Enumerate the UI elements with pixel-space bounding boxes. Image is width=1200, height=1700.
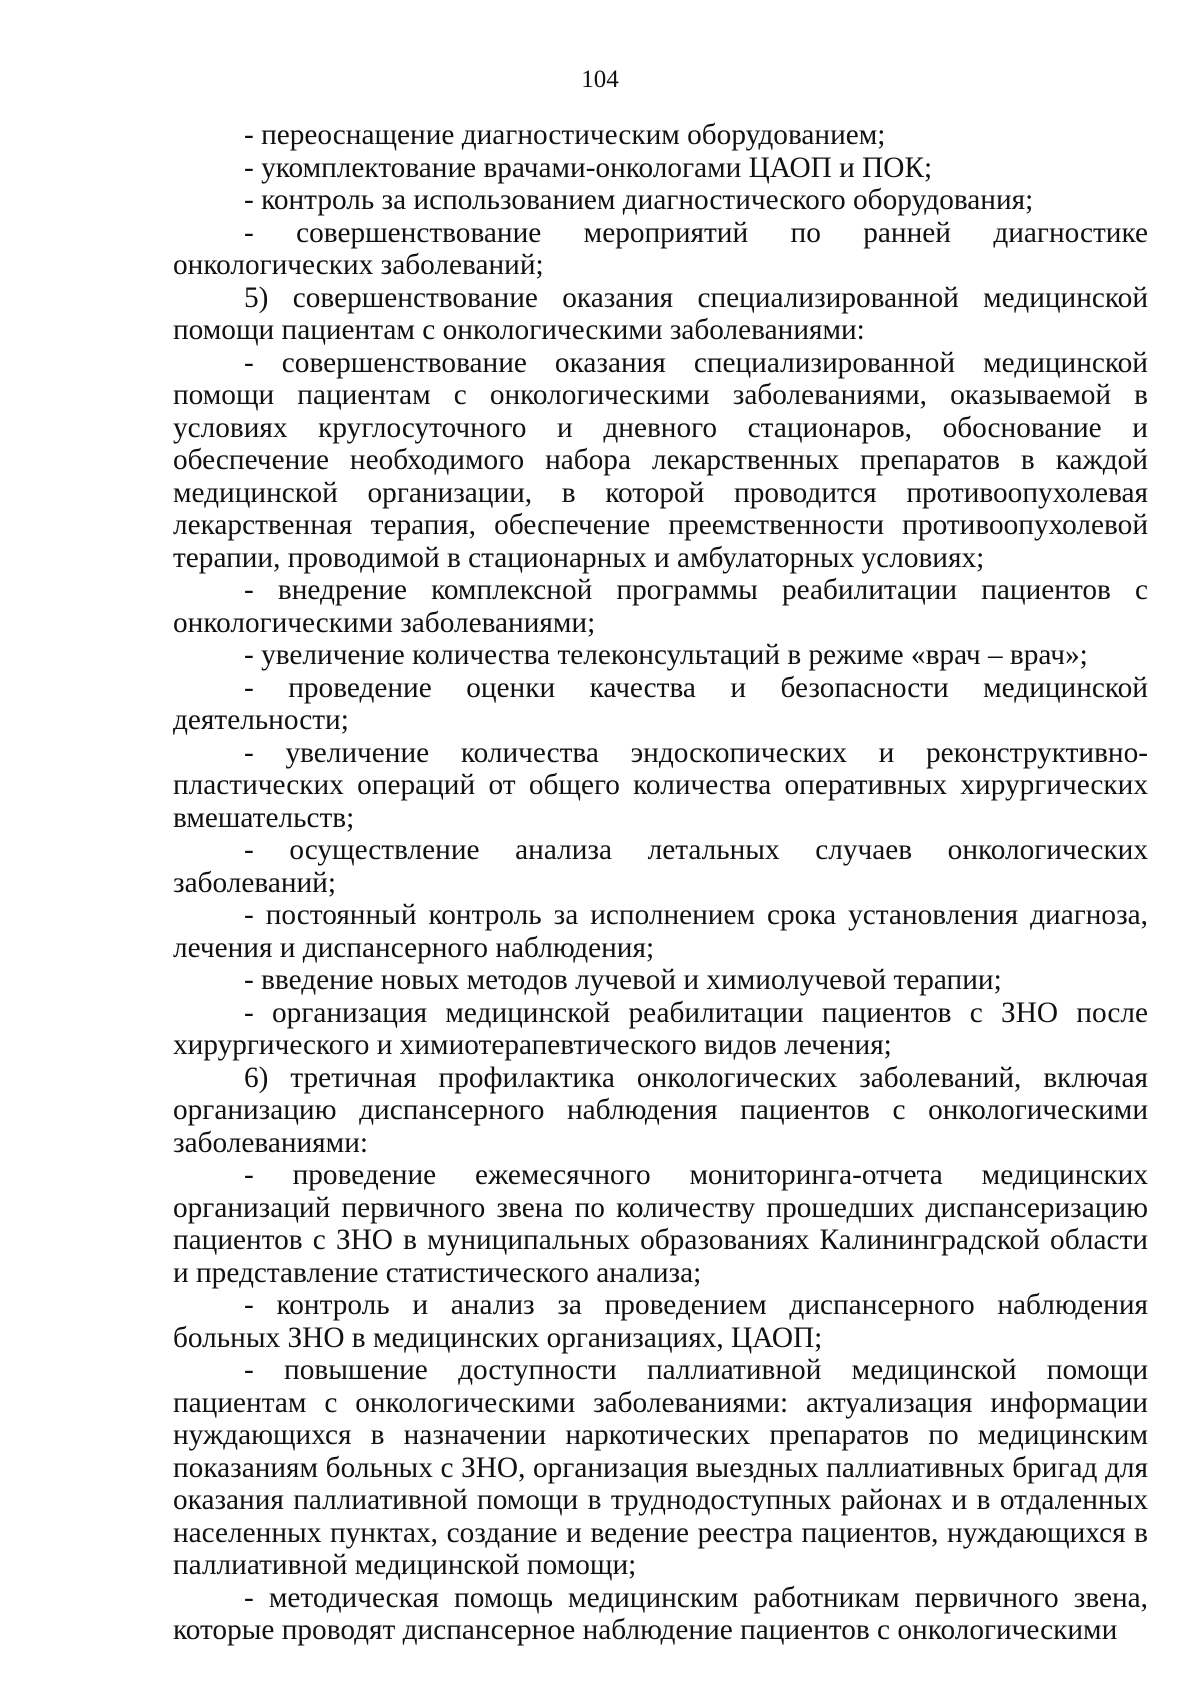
paragraph-4: - совершенствование мероприятий по ранней диагностике онкологических заболеваний; [173,216,1148,281]
paragraph-13: - введение новых методов лучевой и химиолучевой терапии; [244,964,1002,996]
paragraph-17: - контроль и анализ за проведением диспансерного наблюдения больных ЗНО в медицинских организациях, ЦАОП; [173,1289,1148,1354]
paragraph-5: 5) совершенствование оказания специализированной медицинской помощи пациентам с онкологическими заболеваниями: [173,281,1148,346]
paragraph-9: - проведение оценки качества и безопасности медицинской деятельности; [173,671,1148,736]
paragraph-19: - методическая помощь медицинским работникам первичного звена, которые проводят диспансерное наблюдение пациентов с онкологическими [173,1581,1148,1646]
paragraph-10: - увеличение количества эндоскопических и реконструктивно-пластических операций от общего количества оперативных хирургических вмешательств; [173,736,1148,834]
paragraph-15: 6) третичная профилактика онкологических заболеваний, включая организацию диспансерного наблюдения пациентов с онкологическими заболеваниями: [173,1061,1148,1159]
paragraph-11: - осуществление анализа летальных случаев онкологических заболеваний; [173,834,1148,899]
page-number: 104 [581,66,619,93]
paragraph-16: - проведение ежемесячного мониторинга-отчета медицинских организаций первичного звена по количеству прошедших диспансеризацию пациентов с ЗНО в муниципальных образованиях Калининградской области и представление статистического анализа; [173,1159,1148,1289]
paragraph-8: - увеличение количества телеконсультаций в режиме «врач – врач»; [244,639,1088,671]
paragraph-6: - совершенствование оказания специализированной медицинской помощи пациентам с онкологическими заболеваниями, оказываемой в условиях круглосуточного и дневного стационаров, обоснование и обеспечение необходимого набора лекарственных препаратов в каждой медицинской организации, в которой проводится противоопухолевая лекарственная терапия, обеспечение преемственности противоопухолевой терапии, проводимой в стационарных и амбулаторных условиях; [173,346,1148,574]
paragraph-12: - постоянный контроль за исполнением срока установления диагноза, лечения и диспансерного наблюдения; [173,899,1148,964]
paragraph-7: - внедрение комплексной программы реабилитации пациентов с онкологическими заболеваниями; [173,574,1148,639]
paragraph-14: - организация медицинской реабилитации пациентов с ЗНО после хирургического и химиотерапевтического видов лечения; [173,996,1148,1061]
document-body [173,119,1148,1647]
paragraph-2: - укомплектование врачами-онкологами ЦАОП и ПОК; [244,151,933,184]
paragraph-3: - контроль за использованием диагностического оборудования; [244,184,1034,216]
paragraph-1: - переоснащение диагностическим оборудованием; [244,119,886,151]
paragraph-18: - повышение доступности паллиативной медицинской помощи пациентам с онкологическими заболеваниями: актуализация информации нуждающихся в назначении наркотических препаратов по медицинским показаниям больных с ЗНО, организация выездных паллиативных бригад для оказания паллиативной помощи в труднодоступных районах и в отдаленных населенных пунктах, создание и ведение реестра пациентов, нуждающихся в паллиативной медицинской помощи; [173,1354,1148,1581]
